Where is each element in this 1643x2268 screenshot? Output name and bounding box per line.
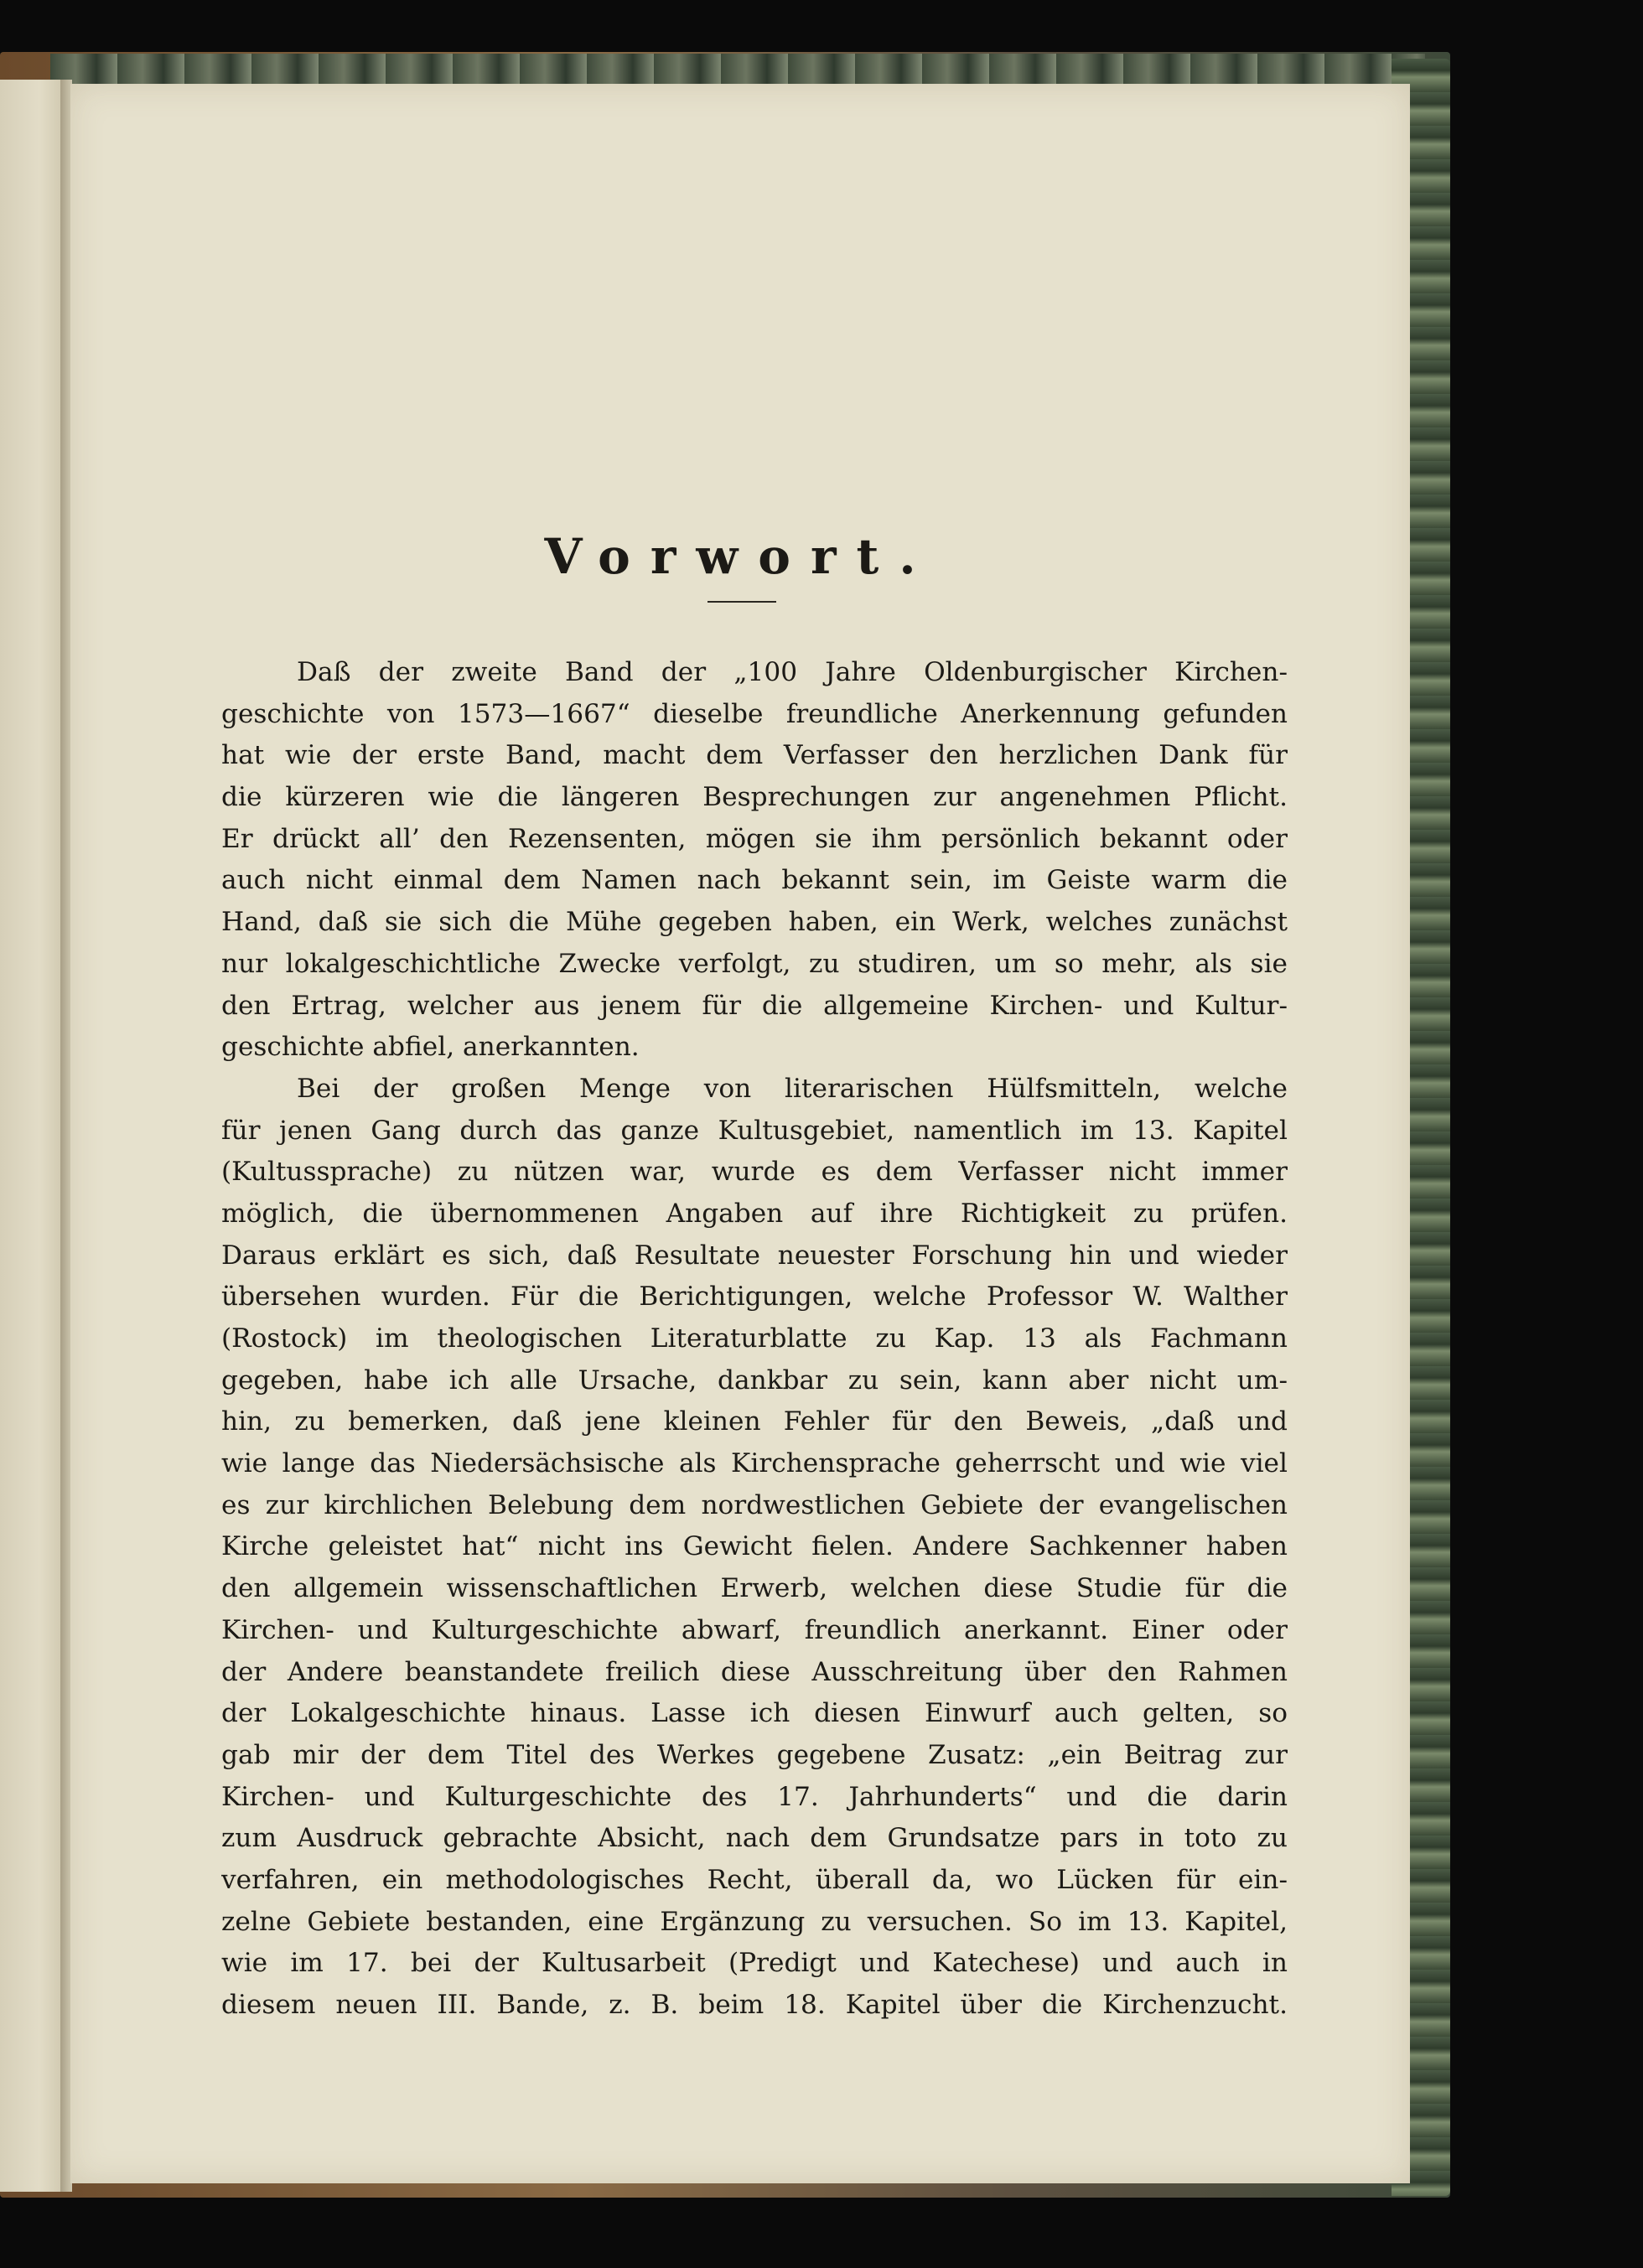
text-line: gab mir der dem Titel des Werkes gegebene Zusatz: „ein Beitrag zur — [221, 1739, 1288, 1770]
text-line: Er drückt all’ den Rezensenten, mögen sie ihm persönlich bekannt oder — [221, 823, 1288, 854]
body-text — [221, 652, 1288, 2027]
text-line: Daraus erklärt es sich, daß Resultate neuester Forschung hin und wieder — [221, 1240, 1288, 1271]
text-line: gegeben, habe ich alle Ursache, dankbar zu sein, kann aber nicht um- — [221, 1364, 1288, 1395]
text-line: (Rostock) im theologischen Literaturblatte zu Kap. 13 als Fachmann — [221, 1323, 1288, 1354]
text-line: hin, zu bemerken, daß jene kleinen Fehler für den Beweis, „daß und — [221, 1406, 1288, 1437]
page-heading: Vorwort. — [544, 528, 936, 585]
text-line: geschichte von 1573—1667“ dieselbe freundliche Anerkennung gefunden — [221, 698, 1288, 729]
text-line: auch nicht einmal dem Namen nach bekannt sein, im Geiste warm die — [221, 865, 1288, 896]
text-line: nur lokalgeschichtliche Zwecke verfolgt, zu studiren, um so mehr, als sie — [221, 948, 1288, 979]
text-line: zelne Gebiete bestanden, eine Ergänzung zu versuchen. So im 13. Kapitel, — [221, 1906, 1288, 1937]
text-line: zum Ausdruck gebrachte Absicht, nach dem Grundsatze pars in toto zu — [221, 1823, 1288, 1854]
text-line: der Lokalgeschichte hinaus. Lasse ich diesen Einwurf auch gelten, so — [221, 1698, 1288, 1729]
page — [70, 84, 1410, 2183]
text-line: die kürzeren wie die längeren Besprechungen zur angenehmen Pflicht. — [221, 782, 1288, 813]
text-line: übersehen wurden. Für die Berichtigungen, welche Professor W. Walther — [221, 1282, 1288, 1313]
facing-page-edge — [0, 80, 65, 2192]
text-line: (Kultussprache) zu nützen war, wurde es dem Verfasser nicht immer — [221, 1157, 1288, 1188]
text-line: den Ertrag, welcher aus jenem für die allgemeine Kirchen- und Kultur- — [221, 990, 1288, 1021]
heading-rule — [707, 601, 776, 603]
text-line: geschichte abfiel, anerkannten. — [221, 1032, 640, 1063]
text-line: Kirchen- und Kulturgeschichte abwarf, freundlich anerkannt. Einer oder — [221, 1614, 1288, 1645]
text-line: Bei der großen Menge von literarischen Hülfsmitteln, welche — [297, 1073, 1288, 1104]
text-line: für jenen Gang durch das ganze Kultusgebiet, namentlich im 13. Kapitel — [221, 1115, 1288, 1146]
text-line: wie im 17. bei der Kultusarbeit (Predigt und Katechese) und auch in — [221, 1948, 1288, 1979]
text-line: Hand, daß sie sich die Mühe gegeben haben, ein Werk, welches zunächst — [221, 907, 1288, 938]
text-line: wie lange das Niedersächsische als Kirchensprache geherrscht und wie viel — [221, 1448, 1288, 1479]
text-line: der Andere beanstandete freilich diese Ausschreitung über den Rahmen — [221, 1656, 1288, 1687]
text-line: Kirchen- und Kulturgeschichte des 17. Jahrhunderts“ und die darin — [221, 1781, 1288, 1812]
text-line: hat wie der erste Band, macht dem Verfasser den herzlichen Dank für — [221, 740, 1288, 771]
text-line: möglich, die übernommenen Angaben auf ihre Richtigkeit zu prüfen. — [221, 1198, 1288, 1229]
text-line: verfahren, ein methodologisches Recht, überall da, wo Lücken für ein- — [221, 1864, 1288, 1895]
text-line: den allgemein wissenschaftlichen Erwerb, welchen diese Studie für die — [221, 1573, 1288, 1604]
text-line: Daß der zweite Band der „100 Jahre Oldenburgischer Kirchen- — [297, 657, 1288, 687]
text-line: es zur kirchlichen Belebung dem nordwestlichen Gebiete der evangelischen — [221, 1489, 1288, 1520]
text-line: diesem neuen III. Bande, z. B. beim 18. Kapitel über die Kirchenzucht. — [221, 1990, 1288, 2020]
text-line: Kirche geleistet hat“ nicht ins Gewicht fielen. Andere Sachkenner haben — [221, 1531, 1288, 1562]
